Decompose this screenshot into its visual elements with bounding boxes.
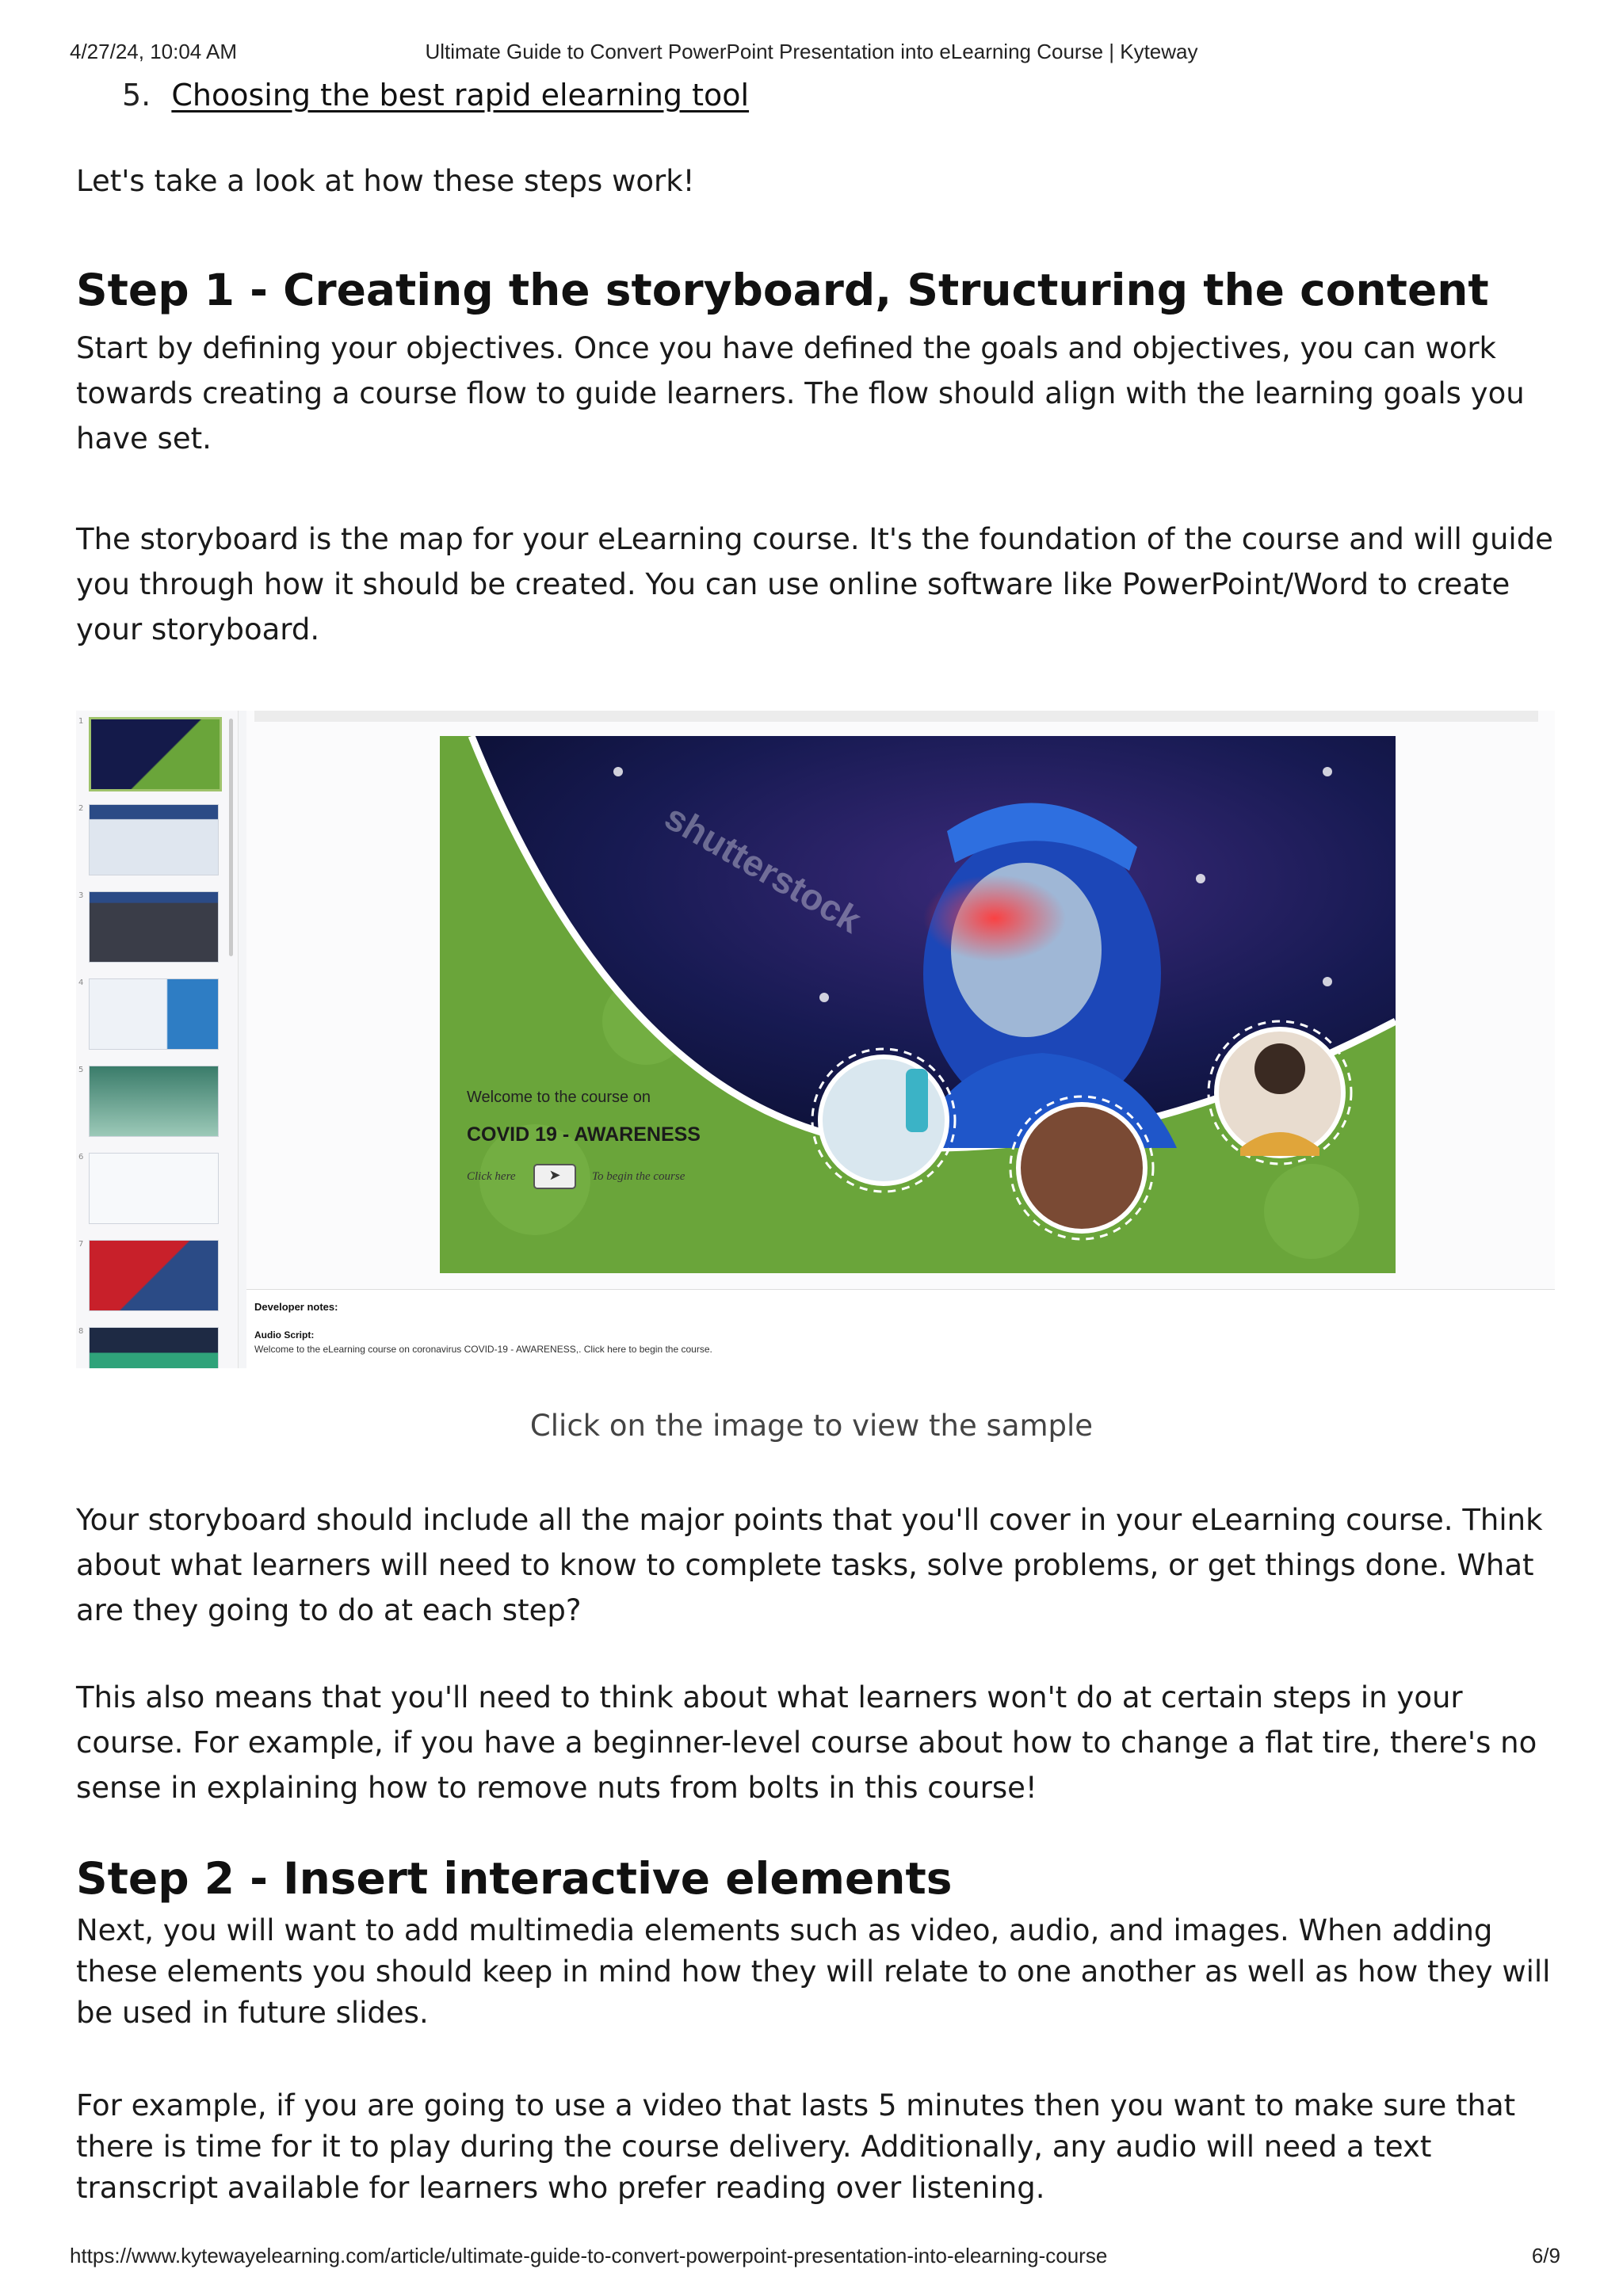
thumb-number: 5 — [78, 1066, 84, 1074]
step1-heading: Step 1 - Creating the storyboard, Structuring the content — [76, 265, 1489, 315]
thumb-number: 3 — [78, 891, 84, 900]
ruler — [254, 711, 1538, 722]
slide-thumbnail[interactable] — [89, 804, 219, 875]
slide-welcome-text: Welcome to the course on — [467, 1089, 651, 1106]
slide-thumbnail[interactable] — [89, 1066, 219, 1137]
thumb-number: 2 — [78, 804, 84, 813]
toc-list-item — [122, 78, 749, 113]
audio-script-text: Welcome to the eLearning course on coronavirus COVID-19 - AWARENESS,. Click here to begin the course. — [254, 1344, 712, 1355]
slide-thumbnail[interactable] — [89, 717, 222, 791]
storyboard-paragraph-1: Your storyboard should include all the major points that you'll cover in your eLearning course. Think about what learners will need to know to complete tasks, solve problems, or get things done. What are they going to do at each step? — [76, 1503, 1543, 1627]
step1-paragraph-2: The storyboard is the map for your eLearning course. It's the foundation of the course and will guide you through how it should be created. You can use online software like PowerPoint/Word to create your storyboard. — [76, 522, 1553, 646]
image-caption: Click on the image to view the sample — [529, 1409, 1094, 1443]
thumb-number: 8 — [78, 1327, 84, 1336]
thumb-number: 6 — [78, 1153, 84, 1161]
slide-artwork — [440, 736, 1396, 1273]
slide-thumbnail[interactable] — [89, 1153, 219, 1224]
slide-thumbnail[interactable] — [89, 891, 219, 963]
slide-next-arrow-icon[interactable]: ➤ — [533, 1164, 576, 1189]
slide-thumbnail[interactable] — [89, 978, 219, 1050]
slide-click-here-text: Click here — [467, 1170, 516, 1183]
developer-notes-label: Developer notes: — [254, 1301, 338, 1313]
toc-number: 5. — [122, 78, 151, 113]
slide-course-title: COVID 19 - AWARENESS — [467, 1123, 701, 1146]
covid-title-slide — [440, 736, 1396, 1273]
thumb-number: 4 — [78, 978, 84, 987]
print-url: https://www.kytewayelearning.com/article/ultimate-guide-to-convert-powerpoint-presentation-into-elearning-course — [70, 2244, 1108, 2267]
slide-thumbnail-pane — [76, 711, 239, 1368]
toc-link-rapid-tool[interactable]: Choosing the best rapid elearning tool — [171, 78, 750, 113]
storyboard-paragraph-2: This also means that you'll need to think about what learners won't do at certain steps in your course. For example, if you have a beginner-level course about how to change a flat tire, there's no sense in explaining how to remove nuts from bolts in this course! — [76, 1680, 1537, 1805]
thumb-number: 1 — [78, 717, 84, 726]
step1-paragraph-1: Start by defining your objectives. Once you have defined the goals and objectives, you can work towards creating a course flow to guide learners. The flow should align with the learning goals you have set. — [76, 331, 1525, 456]
intro-paragraph: Let's take a look at how these steps work! — [76, 164, 695, 198]
thumbnail-scrollbar[interactable] — [229, 719, 233, 956]
notes-pane — [246, 1289, 1555, 1368]
page-number: 6/9 — [1531, 2244, 1560, 2267]
print-page-title: Ultimate Guide to Convert PowerPoint Presentation into eLearning Course | Kyteway — [425, 40, 1198, 63]
slide-begin-text: To begin the course — [592, 1170, 685, 1183]
slide-thumbnail[interactable] — [89, 1327, 219, 1368]
storyboard-sample-image[interactable] — [76, 711, 1555, 1368]
slide-watermark: shutterstock — [658, 795, 869, 941]
step2-heading: Step 2 - Insert interactive elements — [76, 1853, 953, 1904]
step2-paragraph-1: Next, you will want to add multimedia elements such as video, audio, and images. When adding these elements you should keep in mind how they will relate to one another as well as how they will be used in future slides. — [76, 1913, 1551, 2030]
step2-paragraph-2: For example, if you are going to use a video that lasts 5 minutes then you want to make sure that there is time for it to play during the course delivery. Additionally, any audio will need a text transcript available for learners who prefer reading over listening. — [76, 2088, 1516, 2205]
print-date: 4/27/24, 10:04 AM — [70, 40, 238, 63]
slide-thumbnail[interactable] — [89, 1240, 219, 1311]
thumb-number: 7 — [78, 1240, 84, 1249]
audio-script-label: Audio Script: — [254, 1329, 315, 1341]
